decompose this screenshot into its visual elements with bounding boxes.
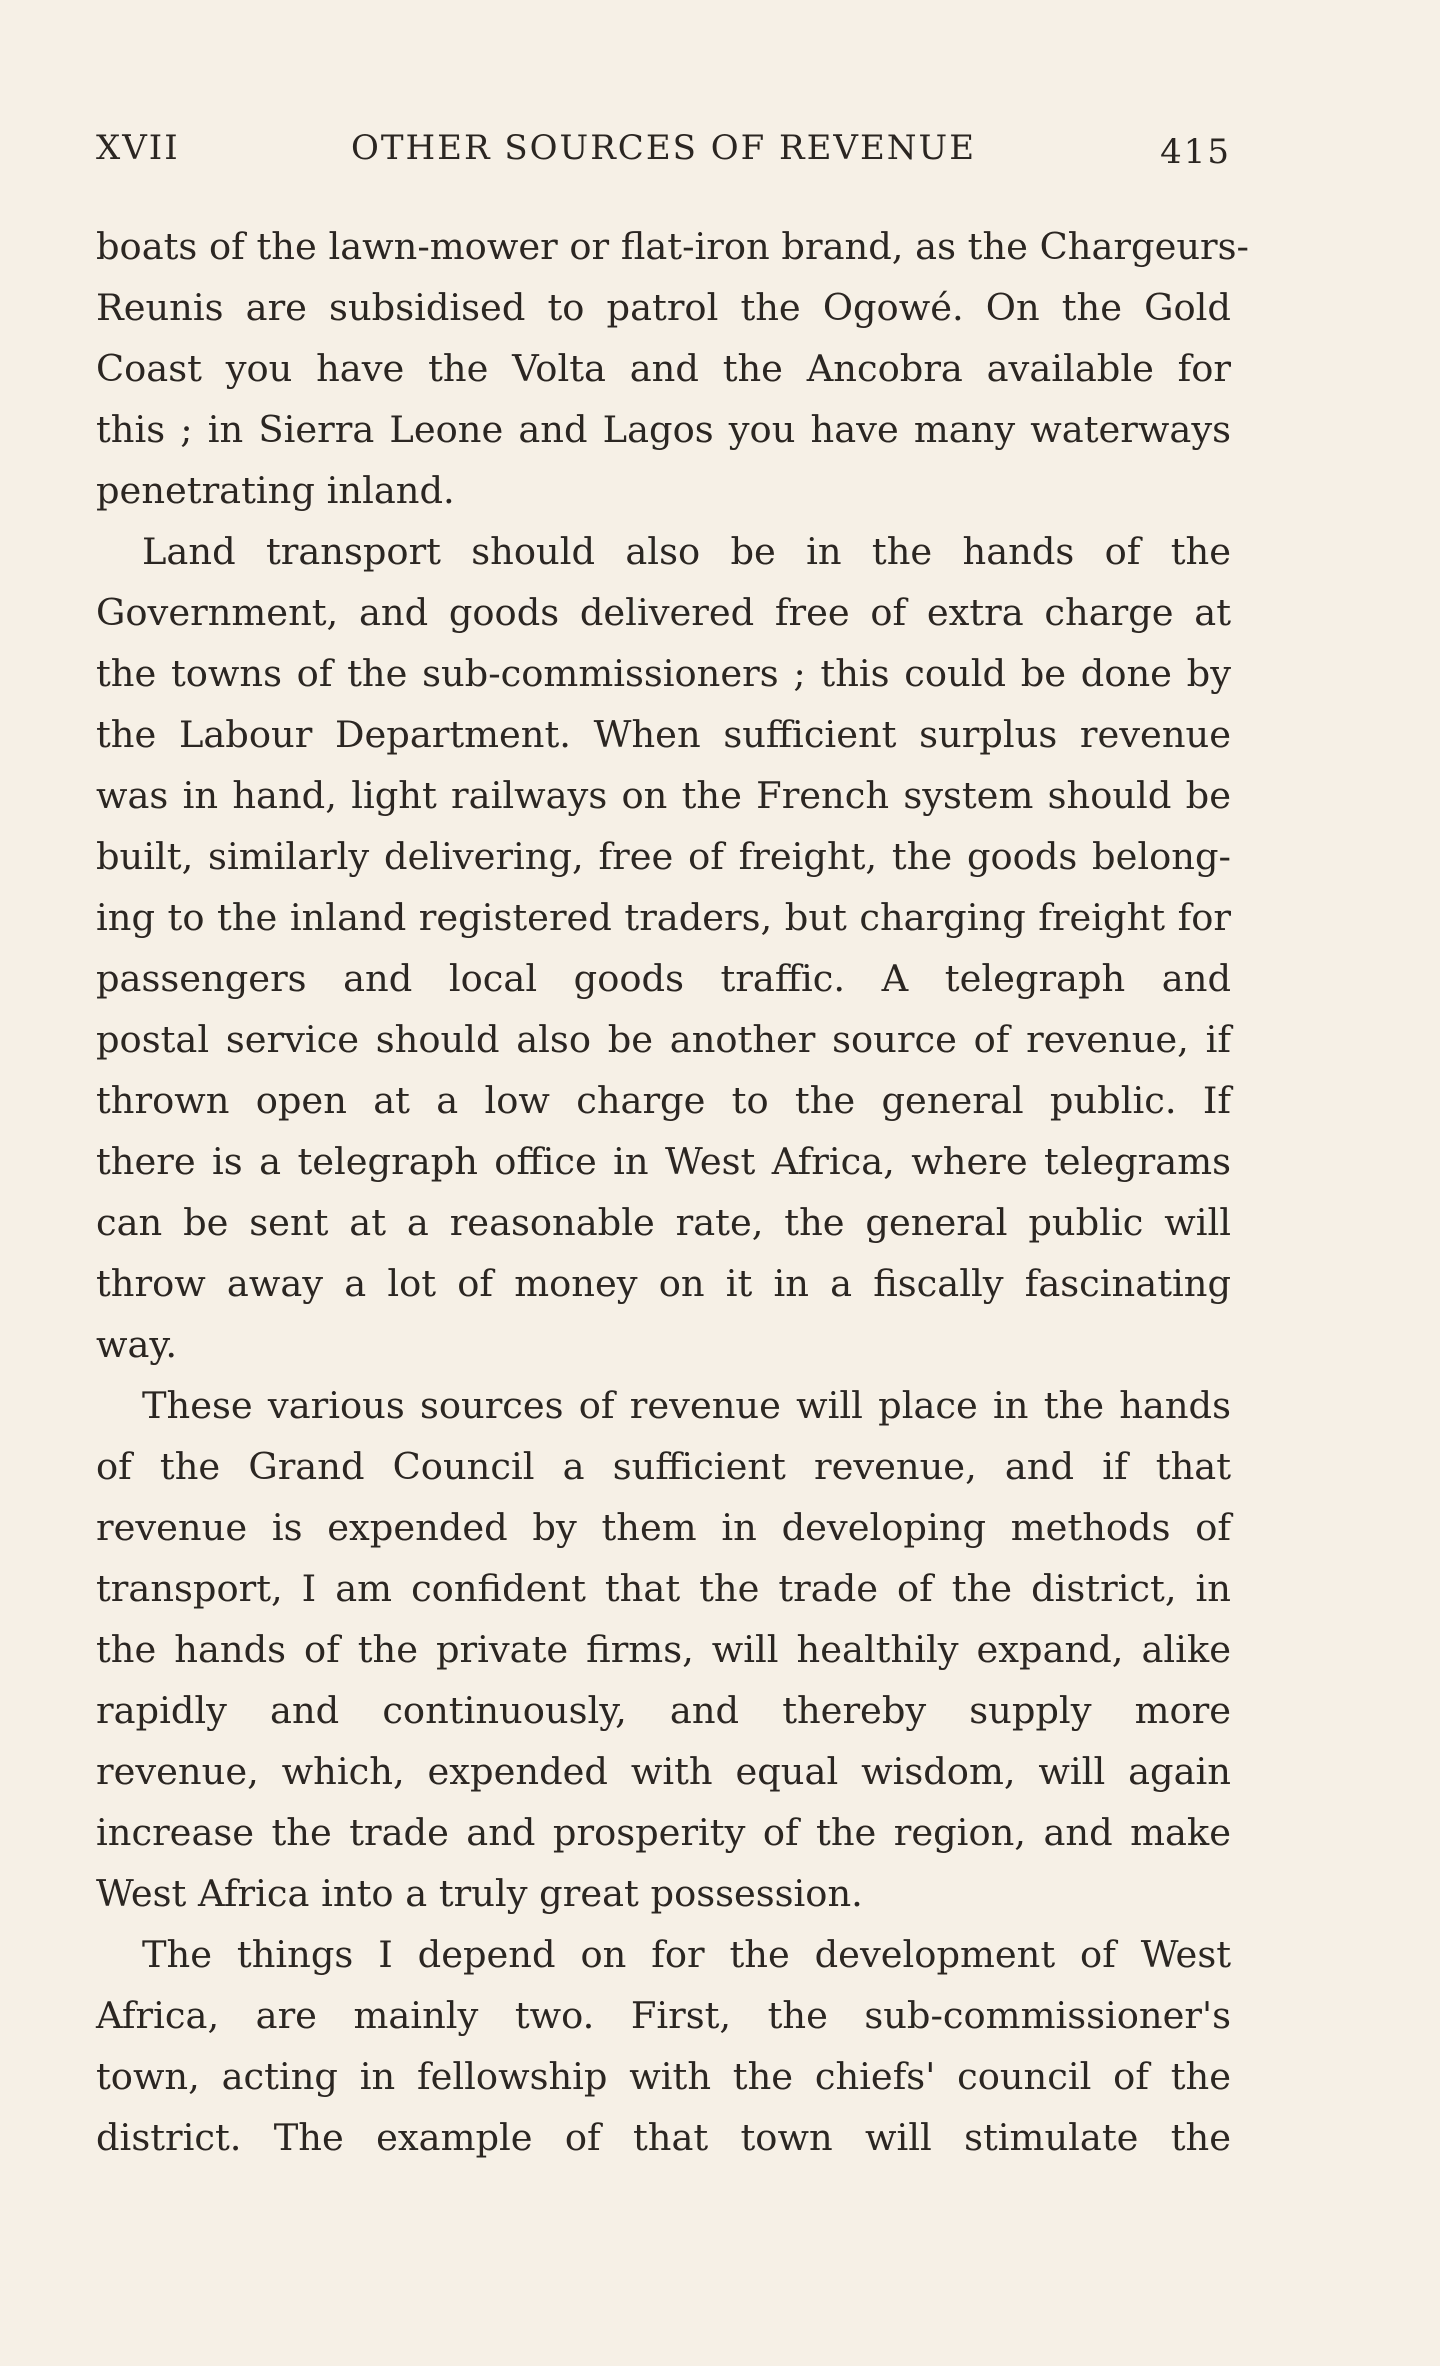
text-line: the hands of the private firms, will healthily expand, alike: [96, 1628, 1231, 1671]
text-line: the towns of the sub-commissioners ; this could be done by: [96, 652, 1231, 695]
paragraph-2: [96, 521, 1231, 1375]
text-line: The things I depend on for the development of West: [142, 1933, 1231, 1976]
text-line: rapidly and continuously, and thereby supply more: [96, 1689, 1231, 1732]
text-line: These various sources of revenue will place in the hands: [142, 1384, 1231, 1427]
text-line: ing to the inland registered traders, but charging freight for: [96, 896, 1231, 939]
paragraph-1: [96, 216, 1249, 521]
text-line: was in hand, light railways on the French system should be: [96, 774, 1231, 817]
running-title: OTHER SOURCES OF REVENUE: [350, 128, 977, 168]
text-line: way.: [96, 1323, 178, 1366]
text-line: built, similarly delivering, free of freight, the goods belong-: [96, 835, 1231, 878]
text-line: West Africa into a truly great possession.: [96, 1872, 863, 1915]
text-line: transport, I am confident that the trade of the district, in: [96, 1567, 1231, 1610]
chapter-number: XVII: [96, 128, 180, 168]
paragraph-4: [96, 1924, 1231, 2168]
text-line: revenue, which, expended with equal wisdom, will again: [96, 1750, 1231, 1793]
page-number: 415: [1160, 132, 1231, 172]
text-line: Coast you have the Volta and the Ancobra available for: [96, 347, 1231, 390]
text-line: Reunis are subsidised to patrol the Ogowé. On the Gold: [96, 286, 1231, 329]
text-line: boats of the lawn-mower or flat-iron brand, as the Chargeurs-: [96, 225, 1249, 268]
text-line: Land transport should also be in the hands of the: [142, 530, 1231, 573]
text-line: town, acting in fellowship with the chiefs' council of the: [96, 2055, 1231, 2098]
text-line: passengers and local goods traffic. A telegraph and: [96, 957, 1231, 1000]
text-line: penetrating inland.: [96, 469, 455, 512]
text-line: thrown open at a low charge to the general public. If: [96, 1079, 1231, 1122]
body-text: [96, 216, 1249, 2168]
text-line: district. The example of that town will stimulate the: [96, 2116, 1231, 2159]
text-line: the Labour Department. When sufficient surplus revenue: [96, 713, 1231, 756]
text-line: Africa, are mainly two. First, the sub-commissioner's: [96, 1994, 1231, 2037]
text-line: increase the trade and prosperity of the region, and make: [96, 1811, 1231, 1854]
text-line: revenue is expended by them in developing methods of: [96, 1506, 1231, 1549]
text-line: this ; in Sierra Leone and Lagos you have many waterways: [96, 408, 1231, 451]
text-line: postal service should also be another source of revenue, if: [96, 1018, 1231, 1061]
text-line: throw away a lot of money on it in a fiscally fascinating: [96, 1262, 1231, 1305]
running-head: [96, 128, 1231, 176]
text-line: of the Grand Council a sufficient revenue, and if that: [96, 1445, 1231, 1488]
text-line: there is a telegraph office in West Africa, where telegrams: [96, 1140, 1231, 1183]
paragraph-3: [96, 1375, 1231, 1924]
text-line: Government, and goods delivered free of extra charge at: [96, 591, 1231, 634]
text-line: can be sent at a reasonable rate, the general public will: [96, 1201, 1231, 1244]
